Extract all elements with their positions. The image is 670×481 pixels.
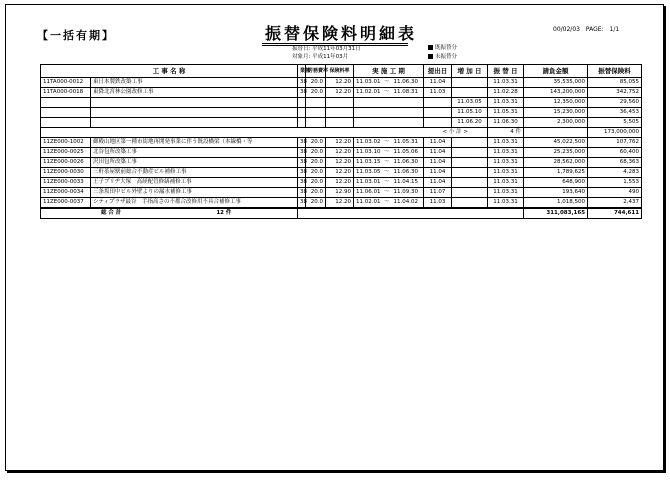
project-name: 王子ブリヂ大塚 高経配管修繕補修工事 [91, 178, 298, 188]
total-count: 12 件 [216, 210, 232, 216]
project-name: 三軒茶屋駅前総合不動産ビル補修工事 [91, 168, 298, 178]
subtotal-amount: 173,000,000 [588, 128, 642, 138]
print-info [553, 26, 623, 33]
page-title: 振替保険料明細表 [265, 24, 418, 43]
detail-table [40, 64, 642, 219]
project-code: 11TA000-0012 [41, 78, 91, 88]
period-end: 11.08.31 [392, 88, 424, 98]
industry-code: 38 [298, 198, 306, 209]
col-period: 実 施 工 期 [354, 65, 424, 78]
premium-amount: 85,055 [588, 78, 642, 88]
submit-date: 11.04 [424, 178, 452, 188]
period-end: 11.06.30 [392, 158, 424, 168]
contract-amount: 28,562,000 [524, 158, 588, 168]
submit-date [424, 98, 452, 108]
period-start: 11.03.01 [354, 78, 382, 88]
table-row [41, 148, 642, 158]
period-end [392, 118, 424, 128]
period-separator: ～ [382, 88, 392, 98]
project-code [41, 108, 91, 118]
period-separator [382, 108, 392, 118]
subtotal-row [41, 128, 642, 138]
contract-amount: 15,230,000 [524, 108, 588, 118]
industry-code: 38 [298, 88, 306, 98]
premium-amount: 5,505 [588, 118, 642, 128]
total-premium: 744,611 [588, 208, 642, 219]
period-start: 11.03.10 [354, 148, 382, 158]
contract-amount: 1,789,625 [524, 168, 588, 178]
checkbox-icon [428, 45, 433, 50]
labor-rate: 20.0 [306, 148, 326, 158]
period-end: 11.04.02 [392, 198, 424, 209]
add-date [452, 158, 488, 168]
premium-rate: 12.20 [326, 148, 354, 158]
transfer-date: 11.03.31 [488, 98, 524, 108]
subtotal-blank [41, 128, 424, 138]
labor-rate: 20.0 [306, 138, 326, 148]
page-number: 1/1 [609, 26, 620, 33]
industry-code [298, 108, 306, 118]
period-end: 11.05.06 [392, 148, 424, 158]
submit-date: 11.03 [424, 88, 452, 98]
project-code: 11ZE000-0025 [41, 148, 91, 158]
period-separator: ～ [382, 168, 392, 178]
page-label: PAGE: [585, 26, 604, 33]
period-start: 11.03.01 [354, 178, 382, 188]
col-add: 増 加 日 [452, 65, 488, 78]
table-header-row [41, 65, 642, 78]
labor-rate: 20.0 [306, 188, 326, 198]
add-date [452, 168, 488, 178]
add-date: 11.05.10 [452, 108, 488, 118]
project-name: 三条坂田中ビル外壁よりの漏水補修工事 [91, 188, 298, 198]
premium-amount: 4,283 [588, 168, 642, 178]
add-date [452, 198, 488, 209]
submit-date [424, 108, 452, 118]
report-tag: 【一括有期】 [37, 29, 115, 42]
premium-amount: 36,453 [588, 108, 642, 118]
submit-date: 11.04 [424, 148, 452, 158]
project-name: 東日本製鉄改築工事 [91, 78, 298, 88]
print-date: 00/02/03 [553, 26, 580, 33]
period-start: 11.03.15 [354, 158, 382, 168]
table-row [41, 88, 642, 98]
table-row [41, 188, 642, 198]
premium-amount: 107,762 [588, 138, 642, 148]
period-separator: ～ [382, 198, 392, 209]
table-row [41, 158, 642, 168]
contract-amount: 35,535,000 [524, 78, 588, 88]
subtotal-label: < 小 計 > [424, 128, 488, 138]
premium-amount: 1,553 [588, 178, 642, 188]
col-submit: 提出日 [424, 65, 452, 78]
premium-rate: 12.90 [326, 188, 354, 198]
transfer-date: 11.03.31 [488, 188, 524, 198]
target-month: 対象月: 平成11年03月 [292, 54, 349, 60]
period-separator: ～ [382, 78, 392, 88]
contract-amount: 25,235,000 [524, 148, 588, 158]
project-code [41, 98, 91, 108]
premium-rate: 12.20 [326, 168, 354, 178]
period-end: 11.05.31 [392, 138, 424, 148]
total-row [41, 208, 642, 219]
industry-code: 38 [298, 148, 306, 158]
subtotal-count: 4 件 [488, 128, 524, 138]
period-separator [382, 98, 392, 108]
submit-date: 11.04 [424, 138, 452, 148]
industry-code: 38 [298, 168, 306, 178]
premium-amount: 490 [588, 188, 642, 198]
labor-rate [306, 118, 326, 128]
premium-amount: 29,560 [588, 98, 642, 108]
total-label-text: 総 合 計 [101, 210, 122, 216]
transfer-date: 11.03.31 [488, 168, 524, 178]
transfer-date: 11.03.31 [488, 148, 524, 158]
labor-rate: 20.0 [306, 78, 326, 88]
add-date [452, 138, 488, 148]
transfer-date: 11.03.31 [488, 198, 524, 209]
submit-date: 11.04 [424, 158, 452, 168]
project-code [41, 118, 91, 128]
submit-date: 11.07 [424, 188, 452, 198]
total-amount: 311,083,165 [524, 208, 588, 219]
contract-amount: 648,900 [524, 178, 588, 188]
project-name [91, 98, 298, 108]
premium-rate [326, 118, 354, 128]
table-row [41, 118, 642, 128]
period-start: 11.03.02 [354, 138, 382, 148]
project-name: シティプラザ最谷 手指高さの不都合改修用不具合補修工事 [91, 198, 298, 209]
add-date: 11.06.20 [452, 118, 488, 128]
transfer-date: 11.05.31 [488, 108, 524, 118]
contract-amount: 143,200,000 [524, 88, 588, 98]
industry-code: 38 [298, 78, 306, 88]
submit-date: 11.04 [424, 168, 452, 178]
transfer-date: 11.03.31 [488, 158, 524, 168]
add-date [452, 148, 488, 158]
labor-rate [306, 108, 326, 118]
table-row [41, 178, 642, 188]
period-end: 11.06.30 [392, 168, 424, 178]
total-label [41, 208, 298, 219]
project-name: 北谷包所改築工事 [91, 148, 298, 158]
industry-code: 38 [298, 158, 306, 168]
submit-date: 11.03 [424, 198, 452, 209]
project-name: 東降北宮林公園改修工事 [91, 88, 298, 98]
premium-rate: 12.20 [326, 138, 354, 148]
industry-code [298, 118, 306, 128]
contract-amount: 2,300,000 [524, 118, 588, 128]
contract-amount: 12,350,000 [524, 98, 588, 108]
col-transfer: 振 替 日 [488, 65, 524, 78]
add-date [452, 188, 488, 198]
col-industry: 業種 [298, 65, 306, 78]
period-start: 11.03.05 [354, 168, 382, 178]
period-start [354, 108, 382, 118]
add-date [452, 178, 488, 188]
add-date: 11.03.05 [452, 98, 488, 108]
project-code: 11TA000-0018 [41, 88, 91, 98]
industry-code: 38 [298, 188, 306, 198]
table-row [41, 168, 642, 178]
premium-rate [326, 98, 354, 108]
period-separator: ～ [382, 188, 392, 198]
project-name [91, 118, 298, 128]
labor-rate: 20.0 [306, 168, 326, 178]
premium-rate: 12.20 [326, 158, 354, 168]
table-row [41, 198, 642, 209]
period-start [354, 98, 382, 108]
premium-rate: 12.20 [326, 88, 354, 98]
premium-amount: 60,400 [588, 148, 642, 158]
premium-rate: 12.20 [326, 178, 354, 188]
period-separator: ～ [382, 148, 392, 158]
labor-rate [306, 98, 326, 108]
period-end [392, 108, 424, 118]
transfer-date: 11.03.31 [488, 138, 524, 148]
contract-amount: 45,022,500 [524, 138, 588, 148]
project-name [91, 108, 298, 118]
period-end: 11.06.30 [392, 78, 424, 88]
col-name: 工 事 名 称 [41, 65, 298, 78]
period-separator [382, 118, 392, 128]
project-code: 11ZE000-0030 [41, 168, 91, 178]
premium-amount: 342,752 [588, 88, 642, 98]
premium-rate [326, 108, 354, 118]
col-premium-rate: 保険料率 [326, 65, 354, 78]
labor-rate: 20.0 [306, 158, 326, 168]
table-row [41, 98, 642, 108]
industry-code: 38 [298, 138, 306, 148]
total-blank [298, 208, 524, 219]
period-start: 11.02.01 [354, 198, 382, 209]
labor-rate: 20.0 [306, 178, 326, 188]
period-start: 11.06.01 [354, 188, 382, 198]
period-end: 11.04.15 [392, 178, 424, 188]
contract-amount: 193,640 [524, 188, 588, 198]
submit-date [424, 118, 452, 128]
project-code: 11ZE000-1002 [41, 138, 91, 148]
premium-amount: 2,437 [588, 198, 642, 209]
col-amount: 請負金額 [524, 65, 588, 78]
table-row [41, 78, 642, 88]
col-premium: 振替保険料 [588, 65, 642, 78]
project-code: 11ZE000-0026 [41, 158, 91, 168]
period-start [354, 118, 382, 128]
project-name: 沢田包所改築工事 [91, 158, 298, 168]
transfer-date: 振替日: 平成11年03月31日 [292, 46, 361, 52]
add-date [452, 78, 488, 88]
add-date [452, 88, 488, 98]
contract-amount: 1,018,500 [524, 198, 588, 209]
premium-amount: 68,363 [588, 158, 642, 168]
checkbox-icon [428, 54, 433, 59]
industry-code [298, 98, 306, 108]
transfer-date: 11.06.30 [488, 118, 524, 128]
period-end: 11.09.30 [392, 188, 424, 198]
col-labor-rate: 労務費率 [306, 65, 326, 78]
labor-rate: 20.0 [306, 198, 326, 209]
transfer-date: 11.02.28 [488, 88, 524, 98]
period-separator: ～ [382, 138, 392, 148]
table-row [41, 108, 642, 118]
transfer-date: 11.03.31 [488, 178, 524, 188]
period-start: 11.02.01 [354, 88, 382, 98]
period-separator: ～ [382, 158, 392, 168]
project-code: 11ZE000-0033 [41, 178, 91, 188]
not-transferred-checkbox[interactable]: 未振替分 [428, 52, 457, 60]
industry-code: 38 [298, 178, 306, 188]
project-code: 11ZE000-0034 [41, 188, 91, 198]
transferred-checkbox[interactable]: 既振替分 [428, 43, 457, 51]
table-row [41, 138, 642, 148]
premium-rate: 12.20 [326, 198, 354, 209]
labor-rate: 20.0 [306, 88, 326, 98]
period-end [392, 98, 424, 108]
project-name: 御殿山地区第一種市街地再開発事業に伴う既設橋梁（本線橋・等 [91, 138, 298, 148]
submit-date: 11.04 [424, 78, 452, 88]
project-code: 11ZE000-0037 [41, 198, 91, 209]
transfer-date: 11.03.31 [488, 78, 524, 88]
subtotal-spacer [524, 128, 588, 138]
period-separator: ～ [382, 178, 392, 188]
premium-rate: 12.20 [326, 78, 354, 88]
